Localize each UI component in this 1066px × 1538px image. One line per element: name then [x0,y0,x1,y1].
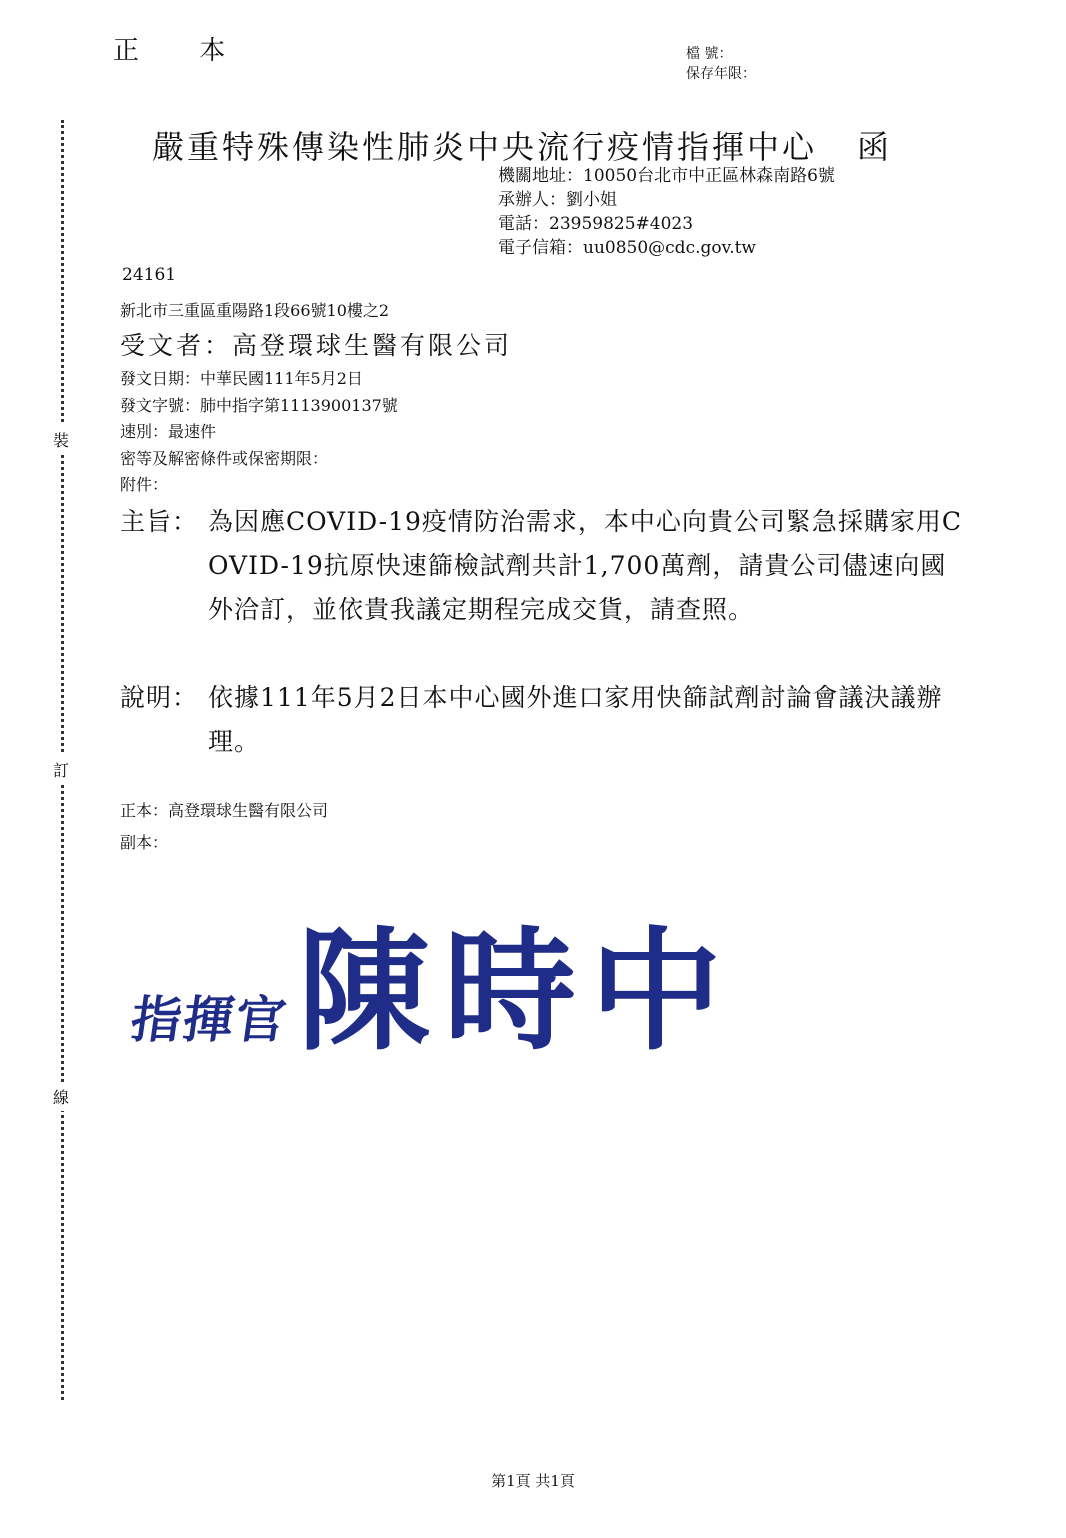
distribution-list [120,795,328,859]
explanation-paragraph [120,676,966,764]
binding-mark-xian: 線 [53,1082,69,1111]
contact-block [498,164,835,260]
document-meta [120,366,398,499]
issue-date: 發文日期：中華民國111年5月2日 [120,369,363,388]
recipient-zip: 24161 [122,265,177,285]
security-class: 密等及解密條件或保密期限： [120,448,329,468]
attachment: 附件： [120,475,169,494]
email: 電子信箱：uu0850@cdc.gov.tw [498,238,756,258]
file-number-label: 檔 號： [686,46,733,62]
retention-label: 保存年限： [686,66,756,82]
binding-mark-ding: 訂 [53,755,69,784]
recipient-line: 受文者：高登環球生醫有限公司 [120,331,513,360]
copy-recipient: 副本： [120,833,169,852]
subject-text: 為因應COVID-19疫情防治需求，本中心向貴公司緊急採購家用COVID-19抗原快速篩檢試劑共計1,700萬劑，請貴公司儘速向國外洽訂，並依貴我議定期程完成交貨，請查照。 [208,507,963,624]
handler: 承辦人：劉小姐 [498,190,617,210]
binding-mark-zhuang: 裝 [53,425,69,454]
page-number: 第1頁 共1頁 [491,1472,575,1490]
copy-mark: 正 本 [113,36,252,66]
signature-name: 陳時中 [298,914,736,1069]
agency-name: 嚴重特殊傳染性肺炎中央流行疫情指揮中心 [152,128,818,166]
phone: 電話：23959825#4023 [498,214,694,234]
agency-address: 機關地址：10050台北市中正區林森南路6號 [498,166,835,186]
explanation-text: 依據111年5月2日本中心國外進口家用快篩試劑討論會議決議辦理。 [208,683,943,756]
recipient-address: 新北市三重區重陽路1段66號10樓之2 [120,301,390,320]
document-type: 函 [857,128,893,166]
signature-stamp [127,885,736,1075]
speed-class: 速別：最速件 [120,422,217,441]
document-title [152,122,892,168]
document-number: 發文字號：肺中指字第1113900137號 [120,395,398,415]
explanation-label: 說明： [120,683,199,712]
file-info [686,44,756,84]
signature-title: 指揮官 [127,990,292,1049]
subject-label: 主旨： [120,507,199,536]
original-recipient: 正本：高登環球生醫有限公司 [120,801,329,820]
subject-paragraph [120,500,966,632]
